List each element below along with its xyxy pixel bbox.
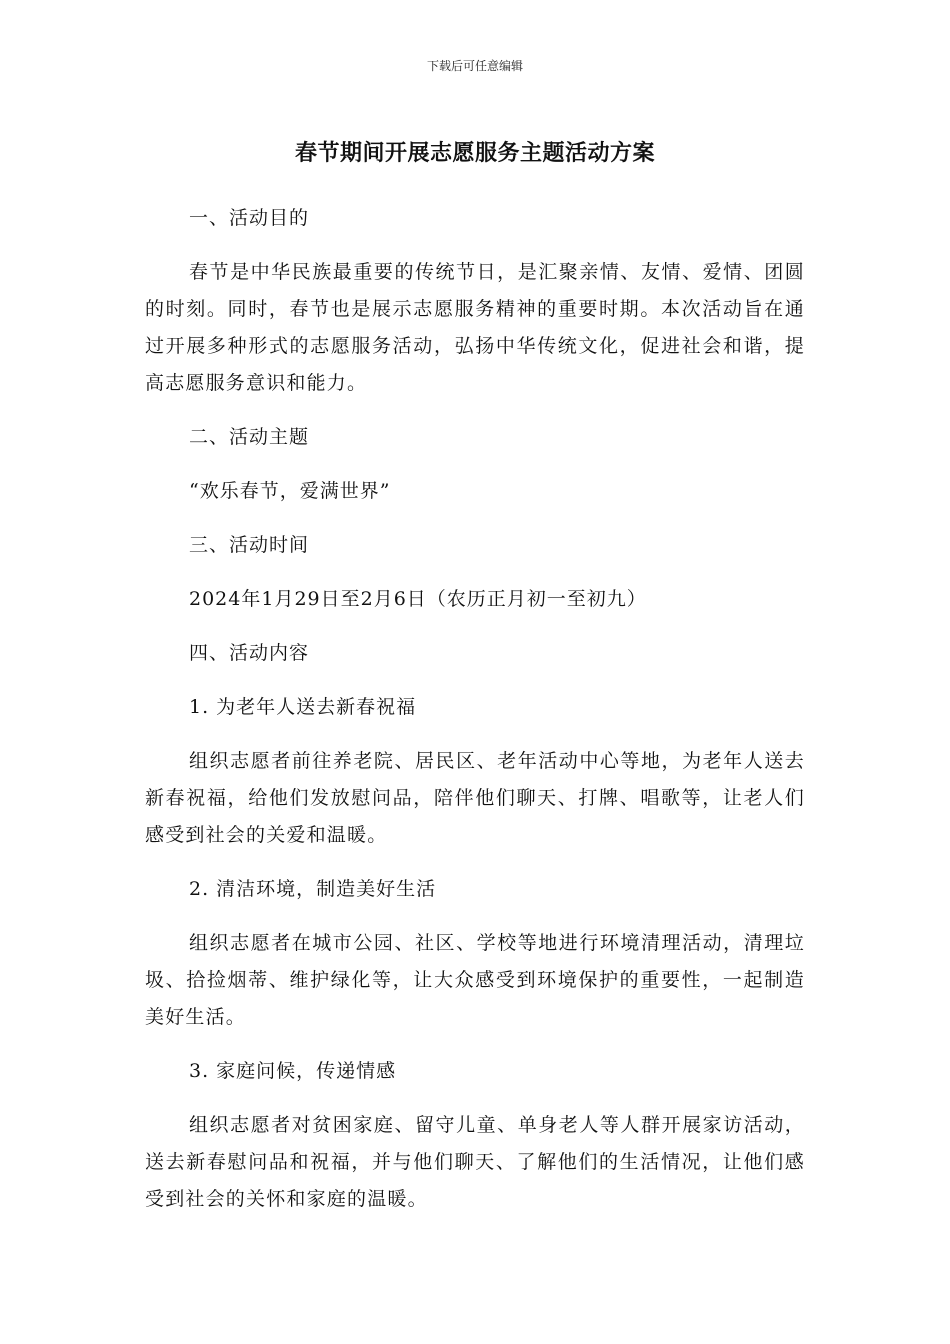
paragraph-time: 2024年1月29日至2月6日（农历正月初一至初九） [189,588,647,610]
item-paragraph-2: 组织志愿者在城市公园、社区、学校等地进行环境清理活动，清理垃圾、拾捡烟蒂、维护绿化等，让大众感受到环境保护的重要性，一起制造美好生活。 [145,932,805,1028]
document-body [145,200,805,1235]
header-note: 下载后可任意编辑 [426,59,523,73]
item-heading-3: 3. 家庭问候，传递情感 [189,1060,397,1082]
item-paragraph-3: 组织志愿者对贫困家庭、留守儿童、单身老人等人群开展家访活动，送去新春慰问品和祝福，并与他们聊天、了解他们的生活情况，让他们感受到社会的关怀和家庭的温暖。 [145,1114,805,1210]
section-heading-content: 四、活动内容 [189,642,310,664]
item-heading-2: 2. 清洁环境，制造美好生活 [189,878,437,900]
section-heading-goal: 一、活动目的 [189,207,310,229]
paragraph-theme: “欢乐春节，爱满世界” [189,480,391,502]
document-title: 春节期间开展志愿服务主题活动方案 [294,141,655,166]
item-paragraph-1: 组织志愿者前往养老院、居民区、老年活动中心等地，为老年人送去新春祝福，给他们发放慰问品，陪伴他们聊天、打牌、唱歌等，让老人们感受到社会的关爱和温暖。 [145,750,805,846]
paragraph-goal: 春节是中华民族最重要的传统节日，是汇聚亲情、友情、爱情、团圆的时刻。同时，春节也是展示志愿服务精神的重要时期。本次活动旨在通过开展多种形式的志愿服务活动，弘扬中华传统文化，促进社会和谐，提高志愿服务意识和能力。 [145,261,805,394]
item-heading-1: 1. 为老年人送去新春祝福 [189,696,417,718]
section-heading-theme: 二、活动主题 [189,426,310,448]
section-heading-time: 三、活动时间 [189,534,310,556]
